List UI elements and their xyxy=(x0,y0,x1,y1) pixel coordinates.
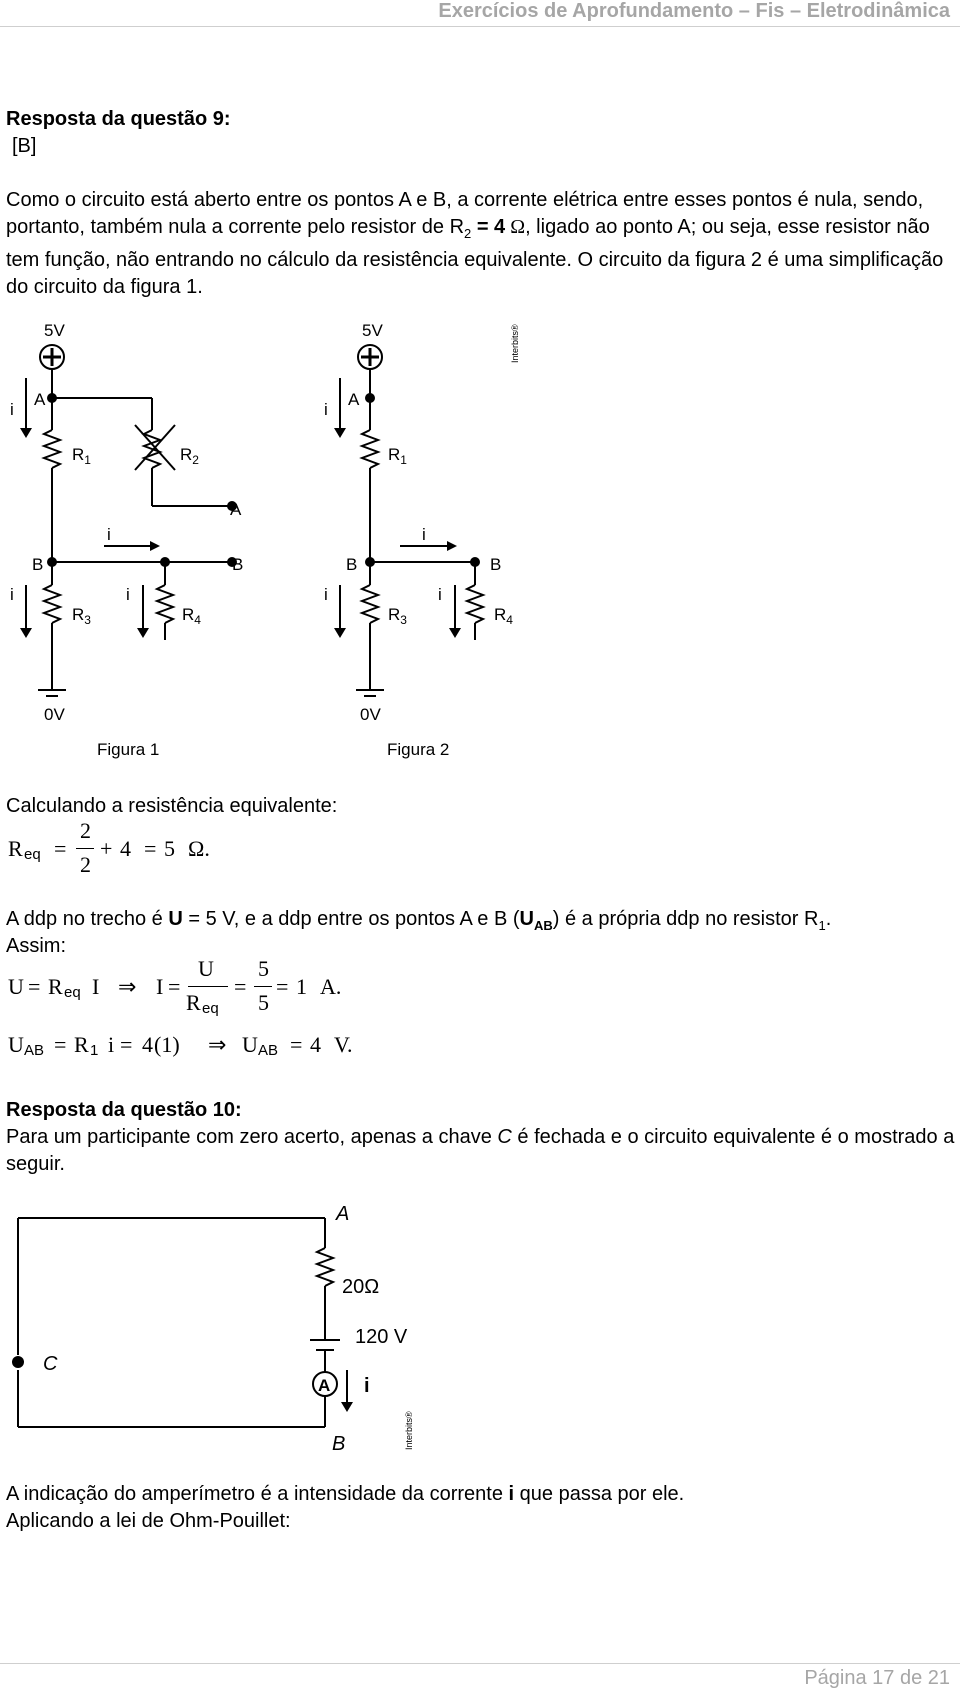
page-number: Página 17 de 21 xyxy=(804,1667,950,1689)
fig2-r3-label: $R_3$ xyxy=(388,605,407,627)
circuit-figures xyxy=(0,310,560,770)
fig1-current-i: i xyxy=(10,400,14,419)
interbits-mark-2: Interbits® xyxy=(404,1411,414,1450)
fig1-node-a2: A xyxy=(230,500,242,519)
fig2-node-a: A xyxy=(348,390,360,409)
fig1-i-top: i xyxy=(107,525,111,544)
fig2-5v-label: 5V xyxy=(362,321,383,340)
q9-title: Resposta da questão 9: xyxy=(6,108,231,130)
q10-title: Resposta da questão 10: xyxy=(6,1099,242,1121)
interbits-mark: Interbits® xyxy=(510,324,520,363)
fig1-i-r4: i xyxy=(126,585,130,604)
fig1-node-a: A xyxy=(34,390,46,409)
q9-paragraph: Como o circuito está aberto entre os pontos A e B, a corrente elétrica entre esses pontos é nula, sendo, portanto, também nula a corrente pelo resistor de $R_2 = 4$ Ω, ligado ao ponto A; ou seja, esse resistor não tem função, não entrando no cálculo da resistência equivalente. O circuito da figura 2 é uma simplificação do circuito da figura 1. xyxy=(6,189,944,298)
footer-divider xyxy=(0,1663,960,1664)
fig1-node-b-left: B xyxy=(32,555,44,574)
fig2-0v-label: 0V xyxy=(360,705,381,724)
q10-paragraph: Para um participante com zero acerto, apenas a chave C é fechada e o circuito equivalente é o mostrado a seguir. xyxy=(6,1126,955,1175)
circuit-q10 xyxy=(0,1195,440,1460)
fig2-r4-label: $R_4$ xyxy=(494,605,513,627)
fig1-r3-label: $R_3$ xyxy=(72,605,91,627)
assim-label: Assim: xyxy=(6,935,66,957)
fig2-node-b-right: B xyxy=(490,555,502,574)
node-b-label: B xyxy=(332,1433,346,1455)
fig1-i-r3: i xyxy=(10,585,14,604)
equation-uab: U AB = R 1 i = 4 (1) ⇒ U AB = 4 V. xyxy=(8,1032,353,1059)
node-a-label: A xyxy=(336,1203,350,1225)
fig2-current-i: i xyxy=(324,400,328,419)
switch-c-label: C xyxy=(43,1353,58,1375)
fig2-i-r4: i xyxy=(438,585,442,604)
page-header-title: Exercícios de Aprofundamento – Fis – Eletrodinâmica xyxy=(438,0,950,22)
q10-ohm-text: Aplicando a lei de Ohm-Pouillet: xyxy=(6,1510,291,1532)
ddp-paragraph: A ddp no trecho é U = 5 V, e a ddp entre os pontos A e B $(U_{AB})$ é a própria ddp no resistor $R_1$. xyxy=(6,908,832,933)
current-i-label: i xyxy=(364,1375,370,1397)
equation-req: R eq = 2 2 + 4 = 5 Ω. xyxy=(8,818,210,877)
fig1-0v-label: 0V xyxy=(44,705,65,724)
equation-current: U = R eq I ⇒ I = U R eq = 5 5 = 1 A. xyxy=(8,956,342,1017)
header-divider xyxy=(0,26,960,27)
ammeter-label: A xyxy=(318,1376,331,1395)
fig2-r1-label: $R_1$ xyxy=(388,445,407,467)
fig1-caption: Figura 1 xyxy=(97,740,160,759)
fig2-i-r3: i xyxy=(324,585,328,604)
q9-answer: [B] xyxy=(12,135,37,157)
source-120v-label: 120 V xyxy=(355,1326,408,1348)
calc-intro: Calculando a resistência equivalente: xyxy=(6,795,338,817)
fig1-node-b-right: B xyxy=(232,555,244,574)
fig1-r2-label: $R_2$ xyxy=(180,445,199,467)
fig2-caption: Figura 2 xyxy=(387,740,450,759)
fig2-i-top: i xyxy=(422,525,426,544)
resistor-20-label: 20Ω xyxy=(342,1276,380,1298)
fig1-r4-label: $R_4$ xyxy=(182,605,201,627)
fig1-5v-label: 5V xyxy=(44,321,65,340)
q10-ammeter-text: A indicação do amperímetro é a intensidade da corrente i que passa por ele. xyxy=(6,1483,685,1505)
fig1-r1-label: $R_1$ xyxy=(72,445,91,467)
fig2-node-b-left: B xyxy=(346,555,358,574)
